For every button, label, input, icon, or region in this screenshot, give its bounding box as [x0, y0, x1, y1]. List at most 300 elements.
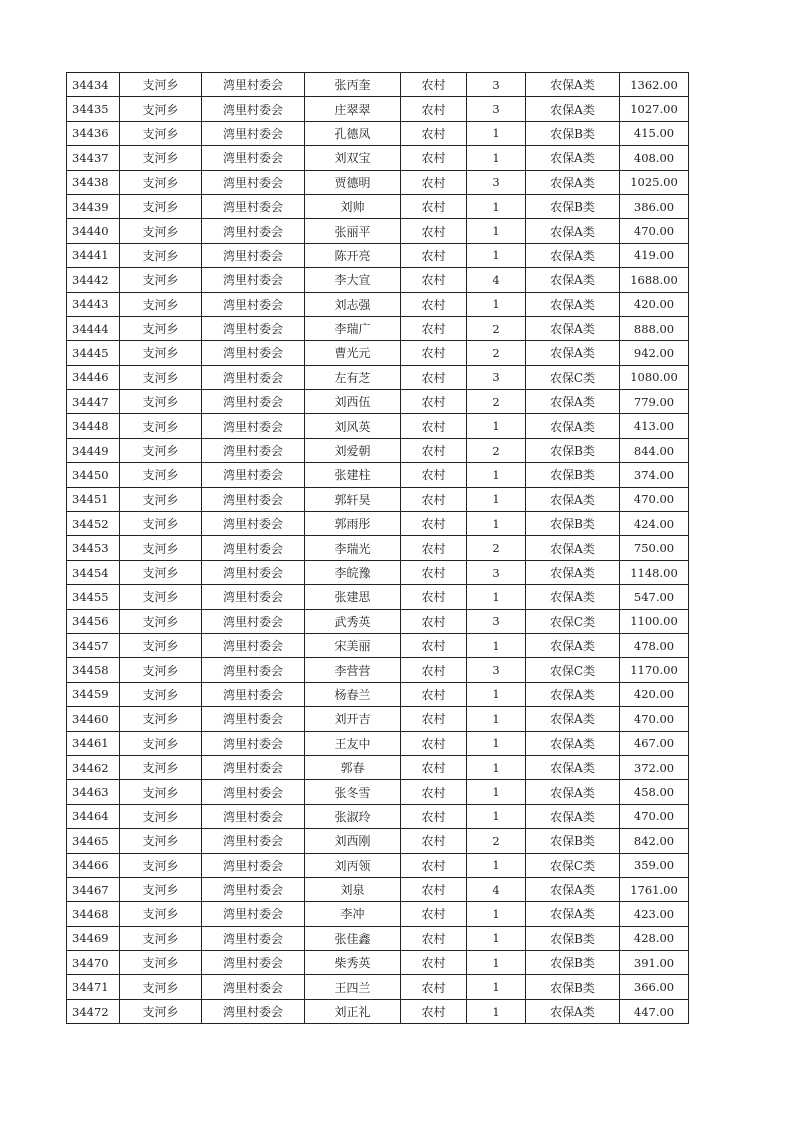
cell-id: 34470	[67, 951, 120, 975]
cell-amount: 391.00	[620, 951, 689, 975]
cell-area-type: 农村	[401, 146, 467, 170]
cell-id: 34439	[67, 194, 120, 218]
cell-village: 湾里村委会	[202, 853, 305, 877]
cell-category: 农保B类	[526, 438, 620, 462]
cell-name: 柴秀英	[305, 951, 401, 975]
cell-name: 左有芝	[305, 365, 401, 389]
table-row	[67, 731, 689, 755]
cell-count: 3	[467, 170, 526, 194]
cell-area-type: 农村	[401, 292, 467, 316]
table-row	[67, 951, 689, 975]
cell-amount: 750.00	[620, 536, 689, 560]
cell-town: 支河乡	[120, 609, 202, 633]
cell-name: 刘志强	[305, 292, 401, 316]
cell-town: 支河乡	[120, 877, 202, 901]
cell-village: 湾里村委会	[202, 268, 305, 292]
cell-amount: 470.00	[620, 804, 689, 828]
cell-count: 4	[467, 877, 526, 901]
cell-area-type: 农村	[401, 633, 467, 657]
cell-amount: 844.00	[620, 438, 689, 462]
cell-name: 庄翠翠	[305, 97, 401, 121]
cell-name: 武秀英	[305, 609, 401, 633]
table-row	[67, 999, 689, 1023]
cell-id: 34435	[67, 97, 120, 121]
cell-amount: 1027.00	[620, 97, 689, 121]
cell-category: 农保A类	[526, 97, 620, 121]
cell-amount: 415.00	[620, 121, 689, 145]
cell-id: 34460	[67, 707, 120, 731]
cell-town: 支河乡	[120, 463, 202, 487]
cell-town: 支河乡	[120, 170, 202, 194]
cell-id: 34449	[67, 438, 120, 462]
cell-category: 农保B类	[526, 463, 620, 487]
cell-amount: 547.00	[620, 585, 689, 609]
cell-name: 张冬雪	[305, 780, 401, 804]
cell-area-type: 农村	[401, 731, 467, 755]
cell-id: 34472	[67, 999, 120, 1023]
cell-area-type: 农村	[401, 926, 467, 950]
cell-town: 支河乡	[120, 658, 202, 682]
cell-town: 支河乡	[120, 487, 202, 511]
cell-id: 34464	[67, 804, 120, 828]
table-row	[67, 438, 689, 462]
cell-category: 农保A类	[526, 902, 620, 926]
cell-name: 王友中	[305, 731, 401, 755]
cell-category: 农保C类	[526, 658, 620, 682]
cell-area-type: 农村	[401, 877, 467, 901]
table-row	[67, 341, 689, 365]
cell-town: 支河乡	[120, 292, 202, 316]
cell-id: 34438	[67, 170, 120, 194]
cell-name: 宋美丽	[305, 633, 401, 657]
cell-id: 34448	[67, 414, 120, 438]
cell-village: 湾里村委会	[202, 341, 305, 365]
cell-count: 1	[467, 146, 526, 170]
cell-category: 农保C类	[526, 609, 620, 633]
cell-name: 张建柱	[305, 463, 401, 487]
cell-village: 湾里村委会	[202, 73, 305, 97]
cell-id: 34446	[67, 365, 120, 389]
cell-id: 34452	[67, 512, 120, 536]
table-row	[67, 365, 689, 389]
cell-town: 支河乡	[120, 853, 202, 877]
cell-area-type: 农村	[401, 682, 467, 706]
cell-amount: 428.00	[620, 926, 689, 950]
cell-name: 王四兰	[305, 975, 401, 999]
cell-name: 郭雨彤	[305, 512, 401, 536]
cell-town: 支河乡	[120, 780, 202, 804]
cell-name: 刘丙领	[305, 853, 401, 877]
cell-name: 孔德凤	[305, 121, 401, 145]
cell-count: 1	[467, 243, 526, 267]
cell-area-type: 农村	[401, 487, 467, 511]
cell-category: 农保A类	[526, 877, 620, 901]
cell-count: 2	[467, 316, 526, 340]
cell-id: 34462	[67, 755, 120, 779]
table-row	[67, 121, 689, 145]
cell-category: 农保A类	[526, 633, 620, 657]
cell-town: 支河乡	[120, 146, 202, 170]
cell-name: 刘帅	[305, 194, 401, 218]
cell-category: 农保A类	[526, 292, 620, 316]
cell-category: 农保A类	[526, 170, 620, 194]
cell-id: 34451	[67, 487, 120, 511]
cell-area-type: 农村	[401, 243, 467, 267]
cell-count: 1	[467, 463, 526, 487]
cell-count: 1	[467, 999, 526, 1023]
cell-village: 湾里村委会	[202, 316, 305, 340]
cell-id: 34461	[67, 731, 120, 755]
cell-category: 农保A类	[526, 999, 620, 1023]
table-row	[67, 97, 689, 121]
cell-area-type: 农村	[401, 829, 467, 853]
table-row	[67, 512, 689, 536]
cell-village: 湾里村委会	[202, 682, 305, 706]
cell-village: 湾里村委会	[202, 829, 305, 853]
cell-amount: 1362.00	[620, 73, 689, 97]
cell-area-type: 农村	[401, 390, 467, 414]
table-row	[67, 316, 689, 340]
cell-count: 1	[467, 512, 526, 536]
cell-area-type: 农村	[401, 73, 467, 97]
cell-village: 湾里村委会	[202, 755, 305, 779]
cell-name: 刘西伍	[305, 390, 401, 414]
cell-village: 湾里村委会	[202, 926, 305, 950]
cell-count: 4	[467, 268, 526, 292]
cell-village: 湾里村委会	[202, 999, 305, 1023]
cell-count: 3	[467, 658, 526, 682]
cell-name: 张建思	[305, 585, 401, 609]
cell-village: 湾里村委会	[202, 902, 305, 926]
cell-id: 34457	[67, 633, 120, 657]
cell-town: 支河乡	[120, 390, 202, 414]
cell-category: 农保A类	[526, 707, 620, 731]
cell-category: 农保A类	[526, 219, 620, 243]
cell-count: 2	[467, 536, 526, 560]
table-row	[67, 682, 689, 706]
cell-count: 1	[467, 487, 526, 511]
cell-amount: 942.00	[620, 341, 689, 365]
cell-name: 李营营	[305, 658, 401, 682]
cell-amount: 366.00	[620, 975, 689, 999]
cell-name: 张淑玲	[305, 804, 401, 828]
cell-area-type: 农村	[401, 707, 467, 731]
cell-count: 3	[467, 609, 526, 633]
cell-name: 郭轩昊	[305, 487, 401, 511]
cell-count: 1	[467, 414, 526, 438]
cell-count: 2	[467, 390, 526, 414]
table-row	[67, 414, 689, 438]
cell-count: 1	[467, 707, 526, 731]
cell-village: 湾里村委会	[202, 121, 305, 145]
cell-village: 湾里村委会	[202, 219, 305, 243]
cell-count: 1	[467, 755, 526, 779]
cell-amount: 386.00	[620, 194, 689, 218]
cell-id: 34440	[67, 219, 120, 243]
cell-amount: 420.00	[620, 682, 689, 706]
cell-category: 农保A类	[526, 316, 620, 340]
cell-category: 农保B类	[526, 194, 620, 218]
cell-name: 李瑞广	[305, 316, 401, 340]
table-row	[67, 804, 689, 828]
cell-amount: 359.00	[620, 853, 689, 877]
cell-amount: 458.00	[620, 780, 689, 804]
cell-category: 农保A类	[526, 341, 620, 365]
cell-count: 1	[467, 292, 526, 316]
cell-village: 湾里村委会	[202, 877, 305, 901]
cell-amount: 374.00	[620, 463, 689, 487]
cell-name: 刘开吉	[305, 707, 401, 731]
cell-area-type: 农村	[401, 999, 467, 1023]
cell-name: 李皖豫	[305, 560, 401, 584]
cell-town: 支河乡	[120, 633, 202, 657]
table-row	[67, 585, 689, 609]
cell-count: 2	[467, 341, 526, 365]
cell-amount: 470.00	[620, 487, 689, 511]
cell-amount: 888.00	[620, 316, 689, 340]
cell-town: 支河乡	[120, 73, 202, 97]
cell-amount: 1688.00	[620, 268, 689, 292]
cell-amount: 470.00	[620, 707, 689, 731]
table-row	[67, 780, 689, 804]
cell-category: 农保C类	[526, 365, 620, 389]
cell-amount: 1025.00	[620, 170, 689, 194]
cell-village: 湾里村委会	[202, 243, 305, 267]
table-row	[67, 73, 689, 97]
cell-name: 曹光元	[305, 341, 401, 365]
table-row	[67, 633, 689, 657]
cell-count: 3	[467, 73, 526, 97]
table-row	[67, 170, 689, 194]
cell-town: 支河乡	[120, 951, 202, 975]
cell-id: 34455	[67, 585, 120, 609]
cell-amount: 1148.00	[620, 560, 689, 584]
cell-category: 农保A类	[526, 146, 620, 170]
cell-name: 刘双宝	[305, 146, 401, 170]
cell-count: 3	[467, 560, 526, 584]
table-row	[67, 853, 689, 877]
cell-village: 湾里村委会	[202, 438, 305, 462]
cell-category: 农保B类	[526, 512, 620, 536]
cell-amount: 424.00	[620, 512, 689, 536]
cell-area-type: 农村	[401, 512, 467, 536]
cell-area-type: 农村	[401, 438, 467, 462]
cell-town: 支河乡	[120, 682, 202, 706]
cell-area-type: 农村	[401, 755, 467, 779]
cell-category: 农保A类	[526, 390, 620, 414]
cell-town: 支河乡	[120, 341, 202, 365]
cell-village: 湾里村委会	[202, 560, 305, 584]
cell-town: 支河乡	[120, 97, 202, 121]
cell-id: 34445	[67, 341, 120, 365]
cell-town: 支河乡	[120, 268, 202, 292]
cell-area-type: 农村	[401, 585, 467, 609]
cell-amount: 1170.00	[620, 658, 689, 682]
cell-village: 湾里村委会	[202, 536, 305, 560]
cell-name: 杨春兰	[305, 682, 401, 706]
cell-village: 湾里村委会	[202, 512, 305, 536]
cell-area-type: 农村	[401, 951, 467, 975]
cell-count: 1	[467, 219, 526, 243]
cell-village: 湾里村委会	[202, 658, 305, 682]
cell-name: 刘泉	[305, 877, 401, 901]
cell-id: 34469	[67, 926, 120, 950]
cell-category: 农保C类	[526, 853, 620, 877]
cell-id: 34456	[67, 609, 120, 633]
cell-town: 支河乡	[120, 243, 202, 267]
cell-name: 李冲	[305, 902, 401, 926]
cell-id: 34471	[67, 975, 120, 999]
cell-town: 支河乡	[120, 829, 202, 853]
cell-town: 支河乡	[120, 121, 202, 145]
cell-id: 34465	[67, 829, 120, 853]
cell-village: 湾里村委会	[202, 780, 305, 804]
cell-village: 湾里村委会	[202, 146, 305, 170]
table-row	[67, 902, 689, 926]
cell-id: 34434	[67, 73, 120, 97]
cell-count: 1	[467, 804, 526, 828]
cell-count: 1	[467, 633, 526, 657]
cell-category: 农保A类	[526, 682, 620, 706]
cell-count: 1	[467, 682, 526, 706]
cell-id: 34442	[67, 268, 120, 292]
table-row	[67, 146, 689, 170]
cell-count: 1	[467, 853, 526, 877]
cell-town: 支河乡	[120, 512, 202, 536]
cell-id: 34454	[67, 560, 120, 584]
cell-amount: 372.00	[620, 755, 689, 779]
cell-category: 农保B类	[526, 975, 620, 999]
table-row	[67, 463, 689, 487]
cell-amount: 1080.00	[620, 365, 689, 389]
cell-town: 支河乡	[120, 365, 202, 389]
cell-town: 支河乡	[120, 926, 202, 950]
cell-village: 湾里村委会	[202, 194, 305, 218]
table-row	[67, 560, 689, 584]
cell-amount: 478.00	[620, 633, 689, 657]
table-row	[67, 975, 689, 999]
cell-town: 支河乡	[120, 585, 202, 609]
cell-town: 支河乡	[120, 999, 202, 1023]
cell-category: 农保A类	[526, 268, 620, 292]
cell-village: 湾里村委会	[202, 731, 305, 755]
cell-category: 农保B类	[526, 121, 620, 145]
cell-category: 农保A类	[526, 755, 620, 779]
cell-category: 农保A类	[526, 560, 620, 584]
cell-village: 湾里村委会	[202, 414, 305, 438]
cell-village: 湾里村委会	[202, 707, 305, 731]
table-row	[67, 292, 689, 316]
cell-village: 湾里村委会	[202, 633, 305, 657]
cell-town: 支河乡	[120, 707, 202, 731]
cell-village: 湾里村委会	[202, 585, 305, 609]
cell-category: 农保A类	[526, 536, 620, 560]
cell-area-type: 农村	[401, 560, 467, 584]
cell-amount: 779.00	[620, 390, 689, 414]
cell-area-type: 农村	[401, 975, 467, 999]
cell-area-type: 农村	[401, 219, 467, 243]
cell-count: 1	[467, 121, 526, 145]
cell-id: 34450	[67, 463, 120, 487]
cell-village: 湾里村委会	[202, 951, 305, 975]
table-row	[67, 829, 689, 853]
cell-id: 34463	[67, 780, 120, 804]
cell-id: 34466	[67, 853, 120, 877]
cell-area-type: 农村	[401, 902, 467, 926]
cell-id: 34458	[67, 658, 120, 682]
cell-village: 湾里村委会	[202, 390, 305, 414]
cell-village: 湾里村委会	[202, 365, 305, 389]
table-row	[67, 707, 689, 731]
cell-category: 农保A类	[526, 780, 620, 804]
cell-count: 1	[467, 951, 526, 975]
cell-name: 张丽平	[305, 219, 401, 243]
cell-name: 李大宣	[305, 268, 401, 292]
table-row	[67, 390, 689, 414]
cell-area-type: 农村	[401, 268, 467, 292]
cell-amount: 1100.00	[620, 609, 689, 633]
cell-name: 刘风英	[305, 414, 401, 438]
cell-count: 2	[467, 438, 526, 462]
table-row	[67, 755, 689, 779]
cell-town: 支河乡	[120, 975, 202, 999]
cell-village: 湾里村委会	[202, 170, 305, 194]
cell-town: 支河乡	[120, 219, 202, 243]
cell-area-type: 农村	[401, 414, 467, 438]
cell-id: 34468	[67, 902, 120, 926]
cell-category: 农保B类	[526, 829, 620, 853]
table-row	[67, 243, 689, 267]
table-row	[67, 609, 689, 633]
cell-category: 农保A类	[526, 243, 620, 267]
cell-name: 张丙奎	[305, 73, 401, 97]
cell-category: 农保B类	[526, 926, 620, 950]
cell-count: 3	[467, 365, 526, 389]
cell-town: 支河乡	[120, 414, 202, 438]
cell-area-type: 农村	[401, 780, 467, 804]
cell-village: 湾里村委会	[202, 609, 305, 633]
cell-village: 湾里村委会	[202, 463, 305, 487]
cell-amount: 420.00	[620, 292, 689, 316]
cell-town: 支河乡	[120, 902, 202, 926]
cell-category: 农保A类	[526, 585, 620, 609]
table-row	[67, 268, 689, 292]
cell-count: 1	[467, 902, 526, 926]
cell-amount: 1761.00	[620, 877, 689, 901]
cell-town: 支河乡	[120, 731, 202, 755]
cell-count: 1	[467, 975, 526, 999]
cell-count: 1	[467, 731, 526, 755]
cell-id: 34443	[67, 292, 120, 316]
cell-count: 3	[467, 97, 526, 121]
table-row	[67, 219, 689, 243]
cell-area-type: 农村	[401, 804, 467, 828]
cell-village: 湾里村委会	[202, 804, 305, 828]
cell-name: 李瑞光	[305, 536, 401, 560]
cell-amount: 467.00	[620, 731, 689, 755]
table-row	[67, 487, 689, 511]
cell-town: 支河乡	[120, 804, 202, 828]
cell-town: 支河乡	[120, 560, 202, 584]
cell-id: 34459	[67, 682, 120, 706]
table-row	[67, 877, 689, 901]
cell-area-type: 农村	[401, 463, 467, 487]
table-row	[67, 926, 689, 950]
cell-town: 支河乡	[120, 438, 202, 462]
cell-name: 张佳鑫	[305, 926, 401, 950]
cell-amount: 423.00	[620, 902, 689, 926]
cell-name: 刘正礼	[305, 999, 401, 1023]
